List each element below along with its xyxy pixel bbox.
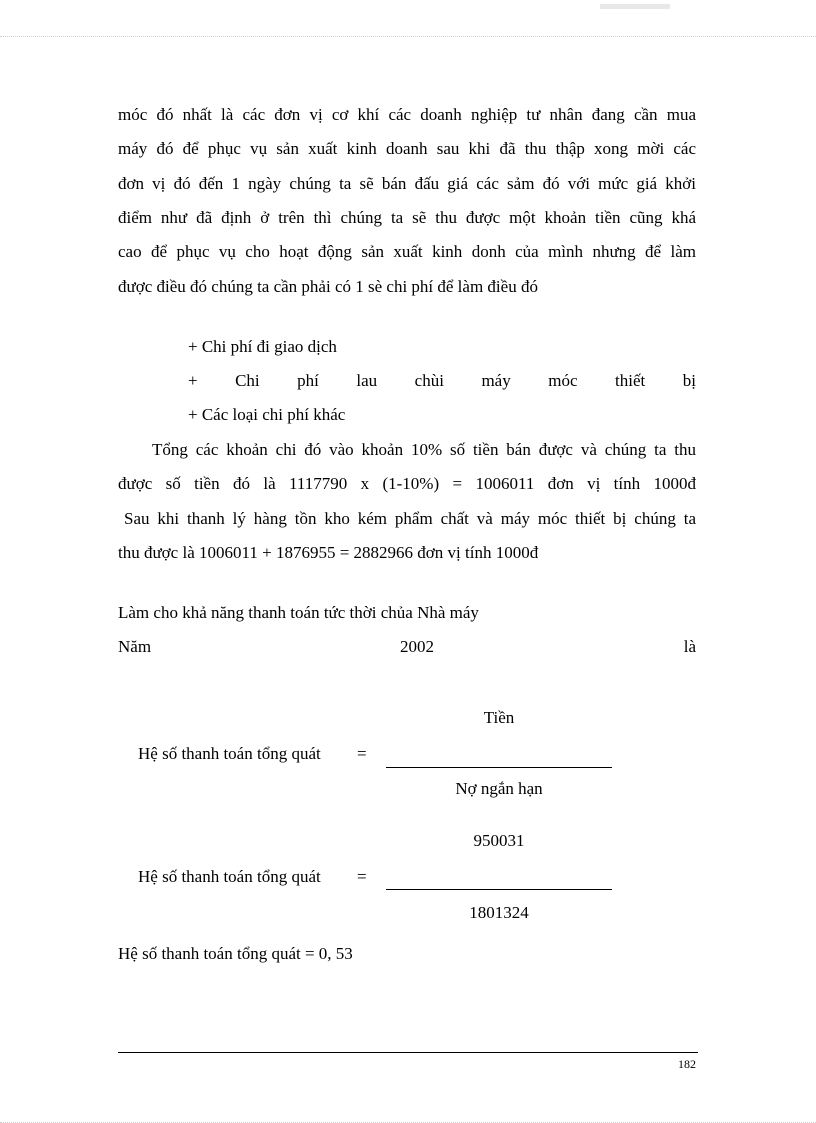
cost-item-word: +	[188, 371, 198, 390]
fraction-bar	[386, 889, 612, 890]
paragraph-line: được số tiền đó là 1117790 x (1-10%) = 1006011 đơn vị tính 1000đ	[118, 474, 696, 493]
paragraph-line: Tổng các khoản chi đó vào khoản 10% số tiền bán được và chúng ta thu	[152, 440, 696, 459]
paragraph-line: đơn vị đó đến 1 ngày chúng ta sẽ bán đấu giá các sảm đó với mức giá khởi	[118, 174, 696, 193]
paragraph-line: thu được là 1006011 + 1876955 = 2882966 đơn vị tính 1000đ	[118, 543, 539, 562]
formula-label: Hệ số thanh toán tổng quát	[138, 744, 321, 763]
cost-item-word: phí	[297, 371, 319, 390]
cost-item: + Chi phí đi giao dịch	[188, 337, 337, 356]
result-line: Hệ số thanh toán tổng quát = 0, 53	[118, 944, 353, 963]
cost-item-word: bị	[682, 371, 696, 390]
scan-mark	[600, 4, 670, 9]
equals-sign: =	[357, 744, 367, 763]
cost-item-word: máy	[481, 371, 511, 390]
formula-numerator: 950031	[473, 831, 525, 850]
cost-item-word: thiết	[615, 371, 646, 390]
page-top-border	[0, 36, 816, 37]
paragraph-line: Sau khi thanh lý hàng tồn kho kém phẩm chất và máy móc thiết bị chúng ta	[124, 509, 696, 528]
cost-item-word: Chi	[235, 371, 260, 390]
cost-item: + Các loại chi phí khác	[188, 405, 346, 424]
paragraph-line: điểm như đã định ở trên thì chúng ta sẽ thu được một khoản tiền cũng khá	[118, 208, 696, 227]
paragraph-line: cao để phục vụ cho hoạt động sản xuất kinh donh của mình nhưng để làm	[118, 242, 696, 261]
year-label: Năm	[118, 637, 152, 656]
fraction-bar	[386, 767, 612, 768]
year-value: 2002	[400, 637, 434, 656]
year-suffix: là	[683, 637, 696, 656]
formula-denominator: Nợ ngắn hạn	[455, 779, 543, 798]
paragraph-line: móc đó nhất là các đơn vị cơ khí các doanh nghiệp tư nhân đang cần mua	[118, 105, 696, 124]
equals-sign: =	[357, 867, 367, 886]
liquidity-intro: Làm cho khả năng thanh toán tức thời chủa Nhà máy	[118, 603, 479, 622]
page-number: 182	[678, 1057, 696, 1071]
cost-item-word: chùi	[414, 371, 444, 390]
paragraph-line: được điều đó chúng ta cần phải có 1 sè chi phí để làm điều đó	[118, 277, 538, 296]
formula-denominator: 1801324	[469, 903, 529, 922]
cost-item	[188, 371, 696, 391]
cost-item-word: móc	[548, 371, 578, 390]
formula-numerator: Tiền	[483, 708, 515, 727]
footer-rule	[118, 1052, 698, 1053]
paragraph-line: máy đó để phục vụ sản xuất kinh doanh sau khi đã thu thập xong mời các	[118, 139, 696, 158]
cost-item-word: lau	[356, 371, 378, 390]
formula-label: Hệ số thanh toán tổng quát	[138, 867, 321, 886]
